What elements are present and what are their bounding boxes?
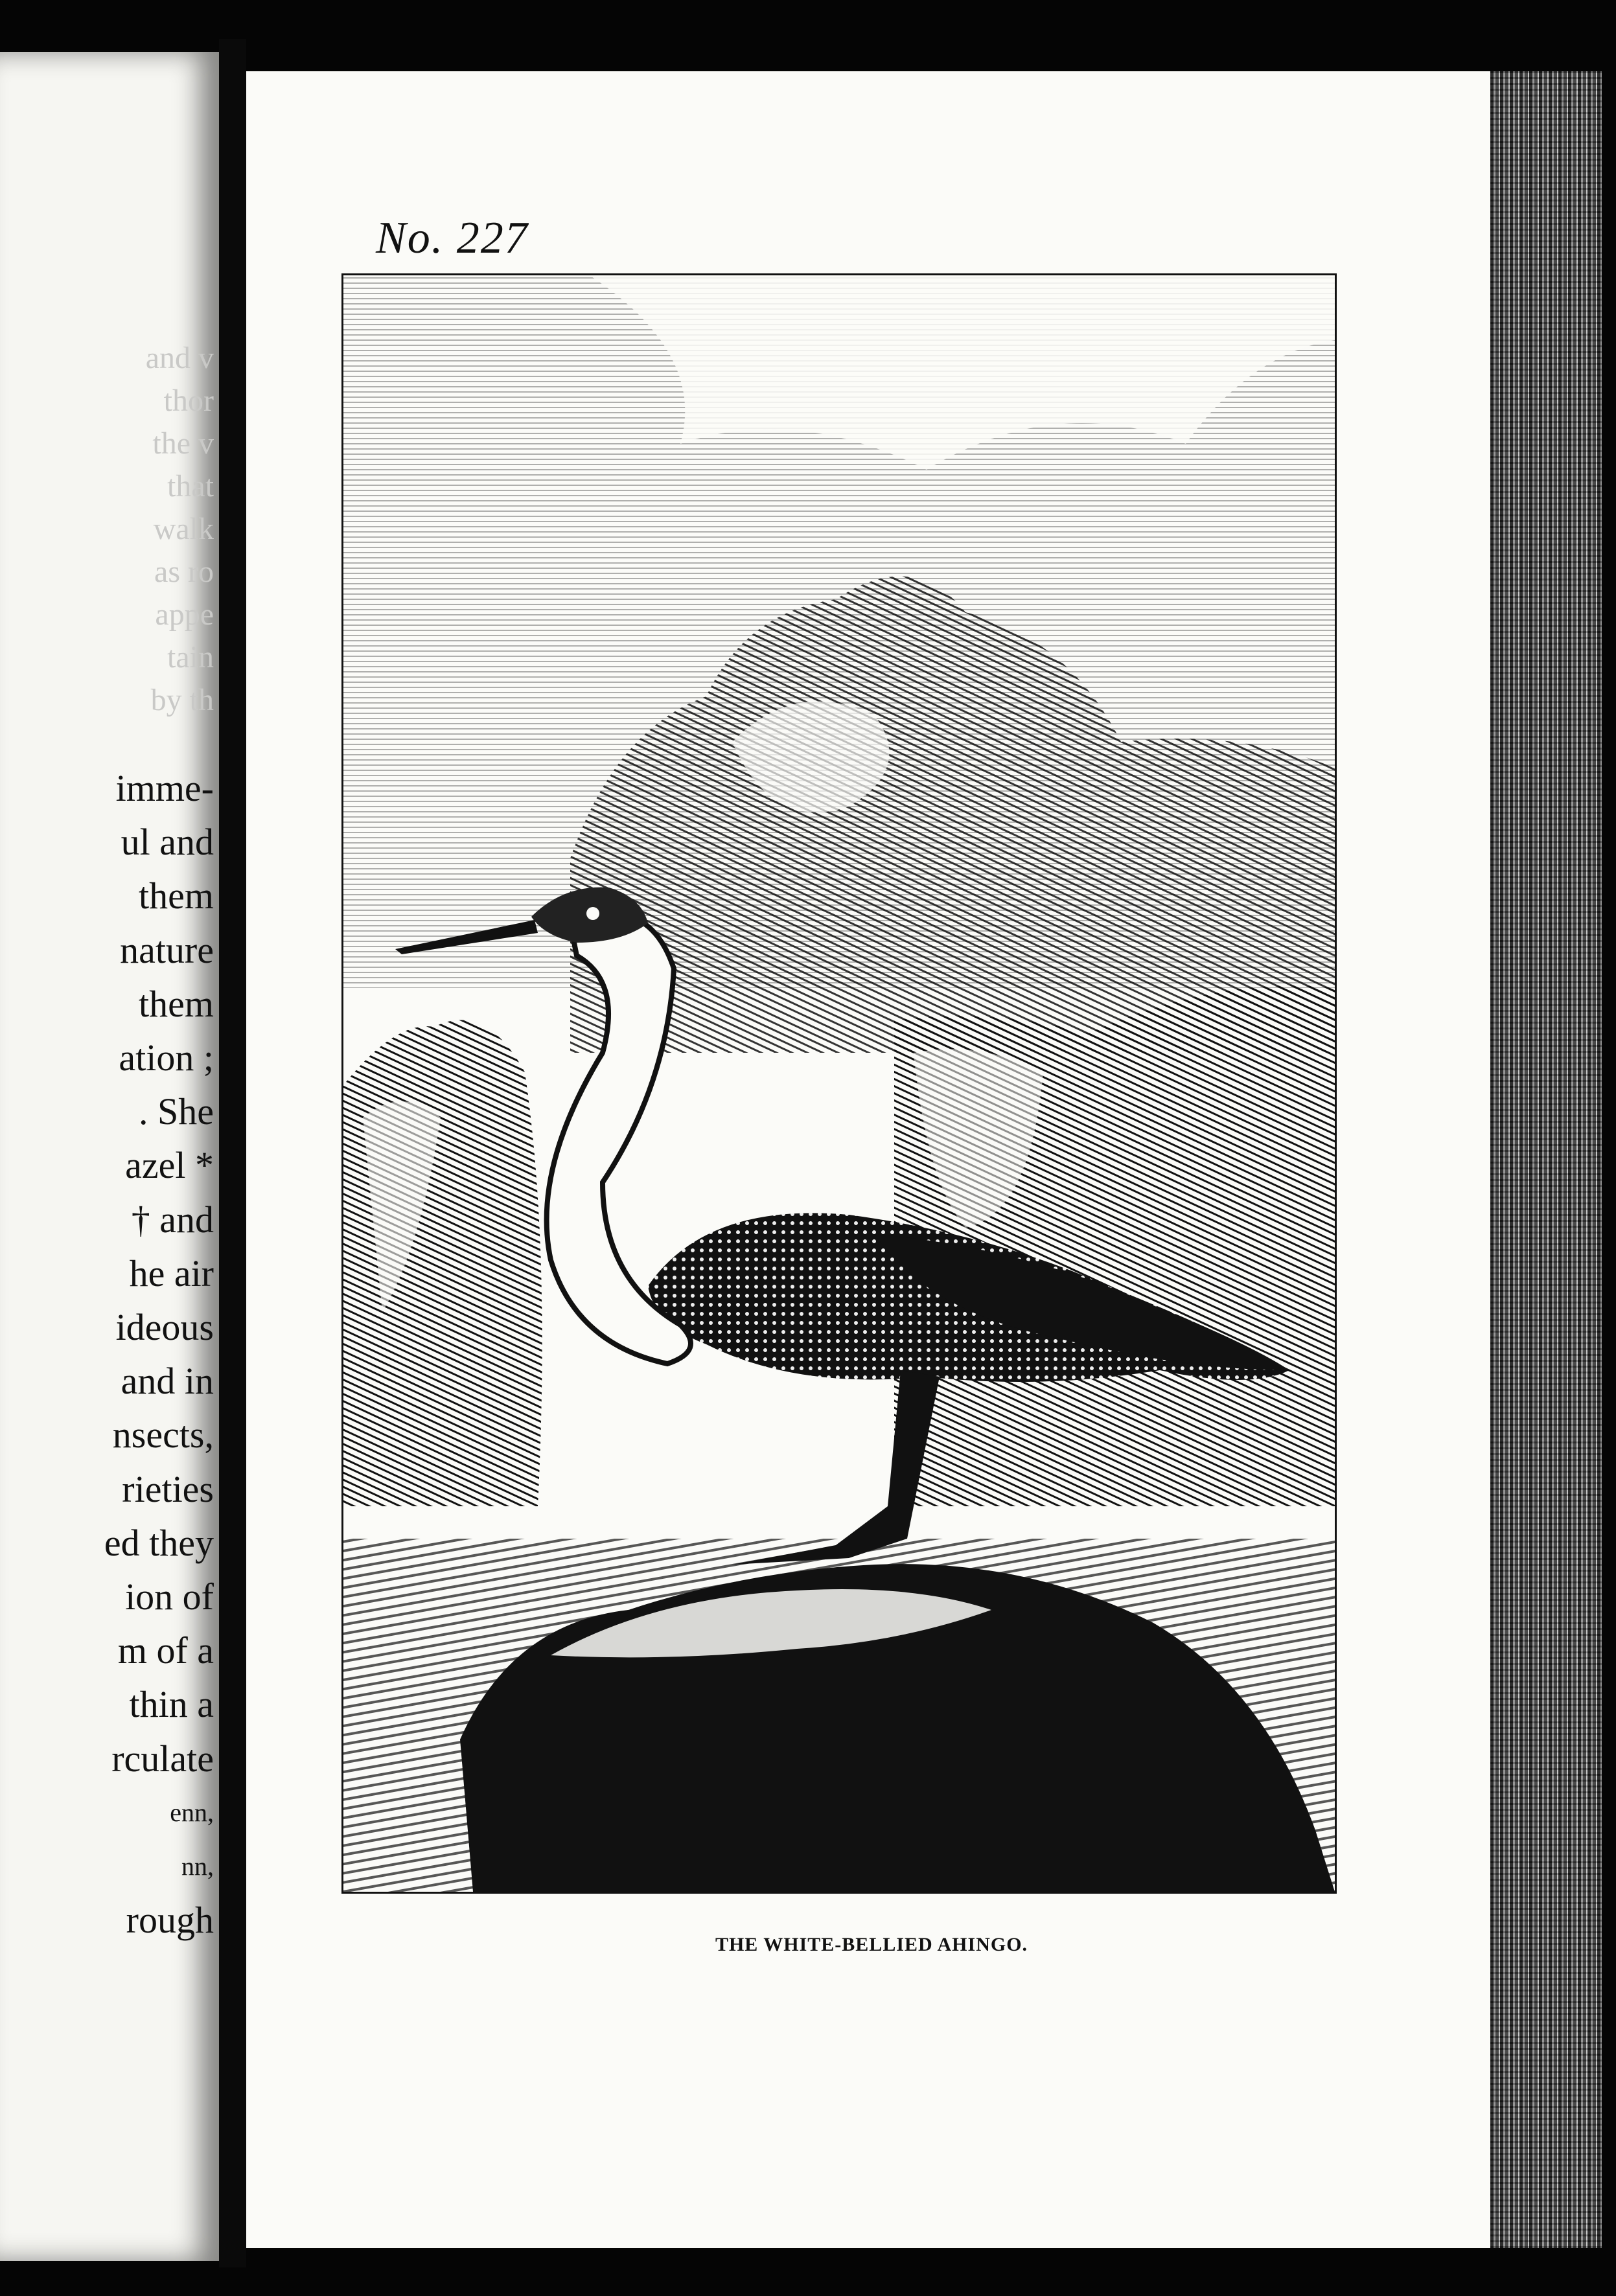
left-text-line: rough	[126, 1899, 214, 1942]
left-faint-line: walk	[153, 512, 214, 546]
left-text-line: enn,	[170, 1797, 214, 1827]
left-page-faint-text	[146, 337, 214, 722]
plate-caption: THE WHITE-BELLIED AHINGO.	[715, 1934, 1028, 1955]
left-text-line: them	[139, 875, 214, 917]
left-text-line: azel *	[125, 1144, 214, 1187]
left-faint-line: that	[167, 469, 214, 503]
left-text-line: m of a	[117, 1629, 214, 1672]
left-page	[0, 52, 219, 2261]
left-text-line: † and	[131, 1198, 214, 1241]
bird-engraving	[341, 273, 1337, 1894]
left-text-line: ul and	[121, 821, 214, 864]
left-text-line: rculate	[111, 1737, 214, 1780]
left-text-line: . She	[139, 1090, 214, 1133]
left-text-line: nsects,	[112, 1414, 214, 1456]
left-text-line: ation ;	[119, 1037, 214, 1079]
left-faint-line: and v	[145, 341, 214, 375]
left-page-text	[104, 761, 214, 1947]
left-text-line: ideous	[115, 1306, 214, 1349]
left-text-line: and in	[121, 1360, 214, 1403]
left-faint-line: appe	[155, 597, 214, 632]
page-edges	[1490, 71, 1602, 2248]
left-text-line: ion of	[125, 1576, 214, 1618]
left-faint-line: as ro	[154, 555, 214, 589]
left-faint-line: thor	[163, 384, 214, 418]
left-text-line: ed they	[104, 1521, 214, 1564]
left-text-line: them	[139, 982, 214, 1025]
left-text-line: nature	[120, 928, 214, 971]
left-faint-line: by th	[150, 683, 214, 717]
left-text-line: he air	[129, 1252, 214, 1294]
left-text-line: nn,	[181, 1852, 214, 1881]
book-gutter	[219, 39, 246, 2267]
left-faint-line: the v	[152, 426, 214, 461]
left-text-line: imme-	[115, 767, 214, 809]
plate-number: No. 227	[376, 213, 529, 263]
left-faint-line: tain	[167, 640, 214, 674]
left-text-line: rieties	[122, 1467, 214, 1510]
left-text-line: thin a	[129, 1683, 214, 1726]
